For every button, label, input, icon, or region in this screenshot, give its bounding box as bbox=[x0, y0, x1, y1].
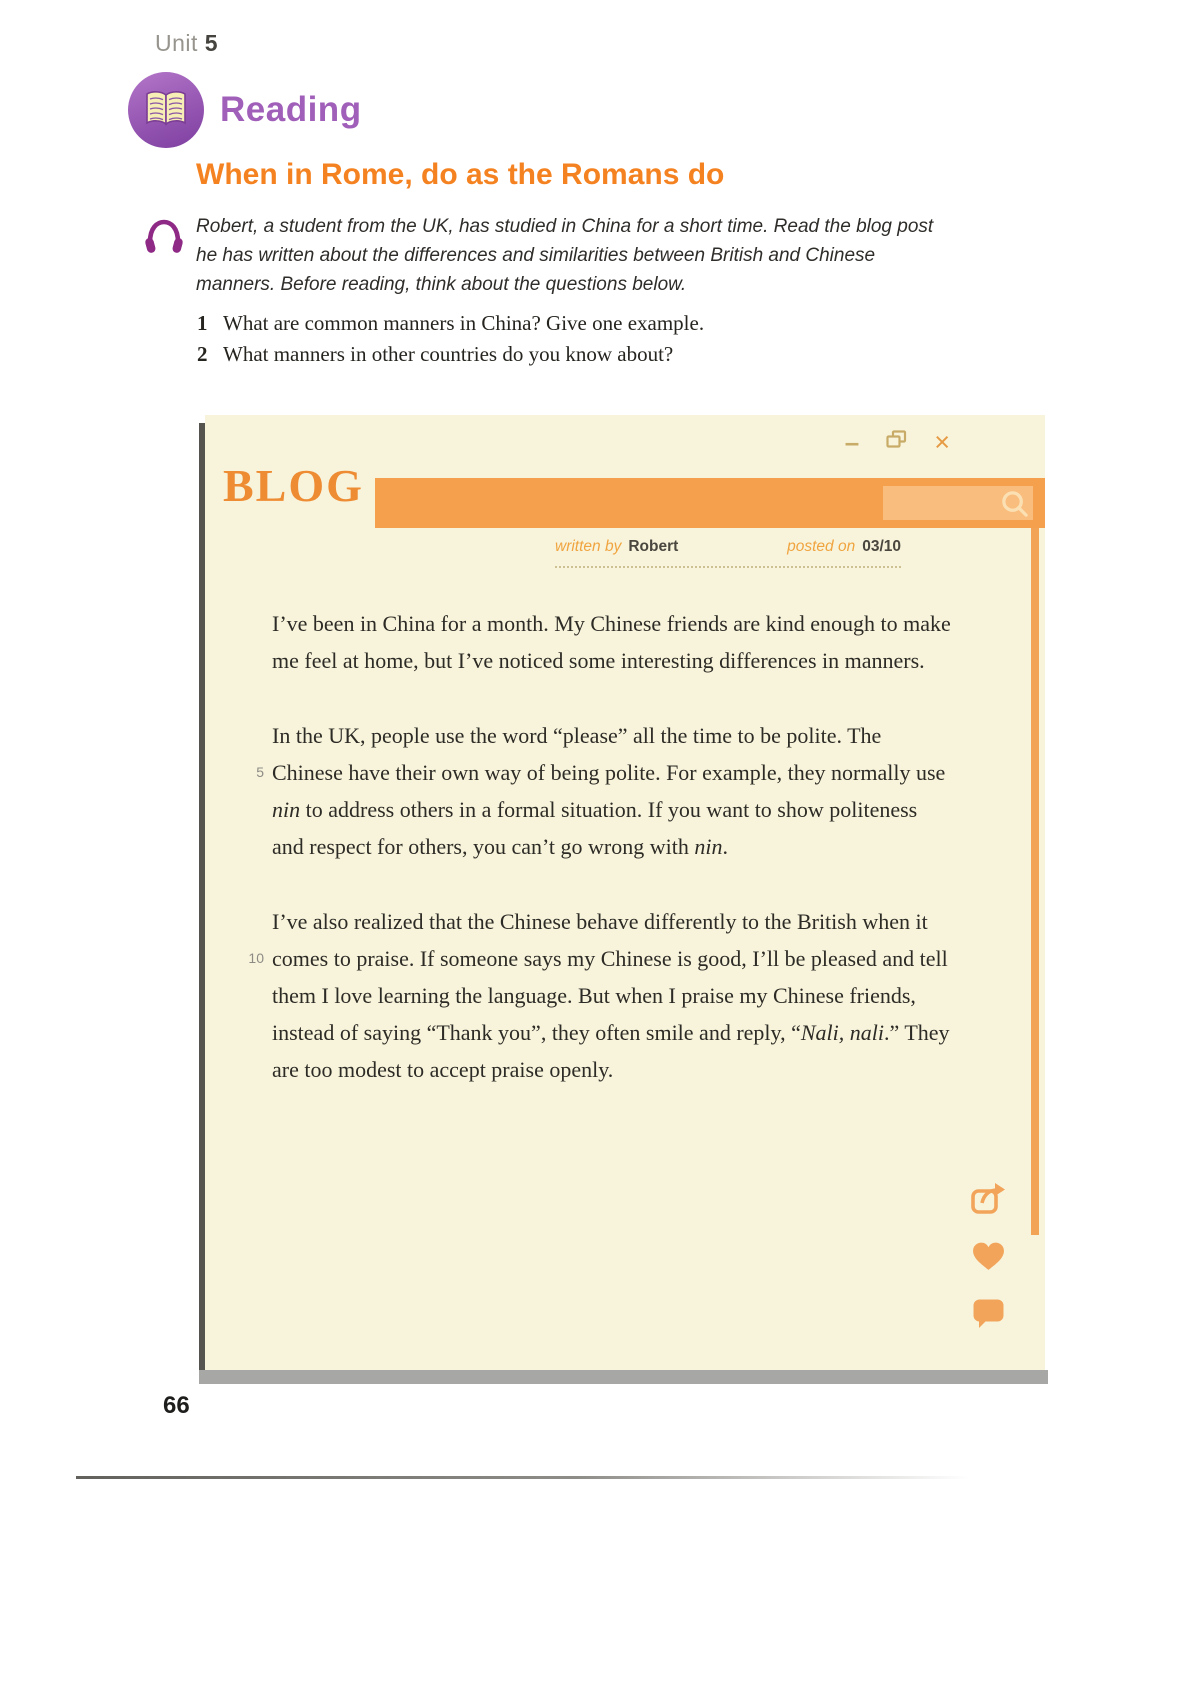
maximize-button[interactable] bbox=[885, 429, 908, 455]
posted-on bbox=[787, 538, 901, 556]
questions bbox=[197, 308, 704, 370]
window-controls bbox=[845, 429, 950, 455]
close-button[interactable]: × bbox=[934, 427, 950, 457]
written-by bbox=[555, 538, 678, 556]
paragraph: 10 I’ve also realized that the Chinese behave differently to the British when it comes to praise. If someone says my Chinese is good, I’ll be pleased and tell them I love learning the language. But when I praise my Chinese friends, instead of saying “Thank you”, they often smile and reply, “Nali, nali.” They are too modest to accept praise openly. bbox=[272, 903, 954, 1088]
author-name: Robert bbox=[628, 538, 679, 555]
question-number: 1 bbox=[197, 311, 208, 335]
action-icons bbox=[970, 1181, 1007, 1334]
lesson-title: When in Rome, do as the Romans do bbox=[196, 158, 725, 191]
line-number: 5 bbox=[256, 764, 264, 780]
magnifier-icon bbox=[1000, 489, 1033, 518]
unit-heading bbox=[155, 30, 218, 57]
blog-window bbox=[205, 415, 1045, 1370]
paragraph: 5 In the UK, people use the word “please” all the time to be polite. The Chinese have their own way of being polite. For example, they normally use nin to address others in a formal situation. If you want to show politeness and respect for others, you can’t go wrong with nin. bbox=[272, 717, 954, 865]
posted-on-label: posted on bbox=[787, 538, 856, 555]
section-title: Reading bbox=[220, 90, 362, 129]
page-number: 66 bbox=[163, 1392, 190, 1419]
section-header bbox=[128, 72, 362, 148]
question-text: What are common manners in China? Give one example. bbox=[223, 311, 705, 335]
scrollbar[interactable] bbox=[1031, 528, 1039, 1235]
search-box[interactable] bbox=[883, 486, 1033, 520]
bottom-rule bbox=[76, 1476, 988, 1479]
blog-logo: BLOG bbox=[223, 460, 364, 511]
title-bar bbox=[375, 478, 1045, 528]
like-icon[interactable] bbox=[971, 1241, 1006, 1277]
share-icon[interactable] bbox=[970, 1181, 1007, 1220]
paragraph: I’ve been in China for a month. My Chinese friends are kind enough to make me feel at home, but I’ve noticed some interesting differences in manners. bbox=[272, 611, 951, 673]
open-book-icon bbox=[128, 72, 204, 148]
question-item bbox=[197, 308, 704, 339]
byline bbox=[555, 538, 901, 568]
question-number: 2 bbox=[197, 342, 208, 366]
written-by-label: written by bbox=[555, 538, 622, 555]
comment-icon[interactable] bbox=[972, 1298, 1005, 1334]
unit-number: 5 bbox=[204, 30, 219, 56]
intro-text: Robert, a student from the UK, has studied in China for a short time. Read the blog post he has written about the differences and similarities between British and Chinese manners. Before reading, think about the questions below. bbox=[196, 216, 934, 295]
minimize-button[interactable]: – bbox=[844, 427, 860, 457]
question-text: What manners in other countries do you know about? bbox=[223, 342, 674, 366]
search-input[interactable] bbox=[883, 486, 1000, 520]
blog-body bbox=[248, 605, 954, 1126]
post-date: 03/10 bbox=[862, 538, 901, 555]
line-number: 10 bbox=[248, 950, 264, 966]
headphones-icon bbox=[142, 216, 186, 263]
question-item bbox=[197, 339, 704, 370]
unit-label: Unit bbox=[155, 30, 198, 56]
